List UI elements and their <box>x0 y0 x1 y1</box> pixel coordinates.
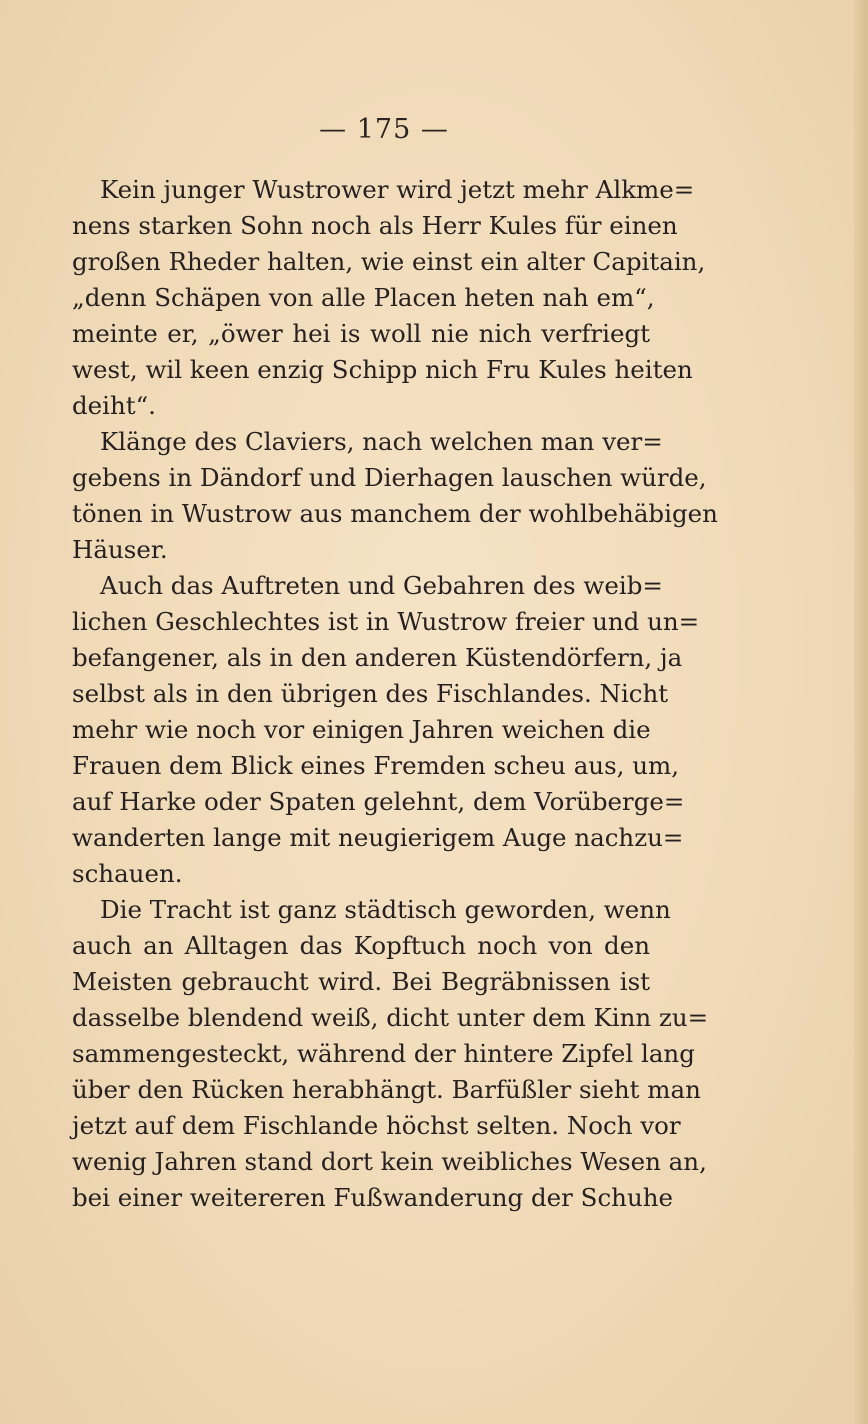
page-edge <box>854 0 868 1424</box>
text-line: mehr wie noch vor einigen Jahren weichen die <box>72 715 651 744</box>
text-line: Klänge des Claviers, nach welchen man ver= <box>100 427 663 456</box>
text-line: tönen in Wustrow aus manchem der wohlbehäbigen <box>72 499 718 528</box>
body-text <box>72 172 718 1216</box>
text-line: schauen. <box>72 859 183 888</box>
text-line: selbst als in den übrigen des Fischlandes. Nicht <box>72 679 669 708</box>
text-line: Kein junger Wustrower wird jetzt mehr Alkme= <box>100 175 695 204</box>
text-line: sammengesteckt, während der hintere Zipfel lang <box>72 1039 695 1068</box>
text-line: wenig Jahren stand dort kein weibliches Wesen an, <box>72 1147 707 1176</box>
text-line: Frauen dem Blick eines Fremden scheu aus, um, <box>72 751 680 780</box>
text-line: auf Harke oder Spaten gelehnt, dem Vorüberge= <box>72 787 685 816</box>
text-line: lichen Geschlechtes ist in Wustrow freier und un= <box>72 607 700 636</box>
text-line: „denn Schäpen von alle Placen heten nah em“, <box>72 283 655 312</box>
text-line: meinte er, „öwer hei is woll nie nich verfriegt <box>72 319 650 348</box>
text-line: jetzt auf dem Fischlande höchst selten. Noch vor <box>72 1111 681 1140</box>
text-line: bei einer weitereren Fußwanderung der Schuhe <box>72 1183 674 1212</box>
text-line: gebens in Dändorf und Dierhagen lauschen würde, <box>72 463 707 492</box>
text-line: befangener, als in den anderen Küstendörfern, ja <box>72 643 683 672</box>
text-line: Auch das Auftreten und Gebahren des weib= <box>100 571 663 600</box>
text-line: west, wil keen enzig Schipp nich Fru Kules heiten <box>72 355 693 384</box>
text-line: Häuser. <box>72 535 168 564</box>
text-line: über den Rücken herabhängt. Barfüßler sieht man <box>72 1075 701 1104</box>
text-line: auch an Alltagen das Kopftuch noch von den <box>72 931 650 960</box>
text-line: nens starken Sohn noch als Herr Kules für einen <box>72 211 678 240</box>
text-line: großen Rheder halten, wie einst ein alter Capitain, <box>72 247 706 276</box>
text-line: deiht“. <box>72 391 156 420</box>
text-line: Die Tracht ist ganz städtisch geworden, wenn <box>100 895 671 924</box>
text-line: Meisten gebraucht wird. Bei Begräbnissen ist <box>72 967 650 996</box>
page-number: — 175 — <box>319 114 449 145</box>
text-line: wanderten lange mit neugierigem Auge nachzu= <box>72 823 684 852</box>
text-line: dasselbe blendend weiß, dicht unter dem Kinn zu= <box>72 1003 709 1032</box>
